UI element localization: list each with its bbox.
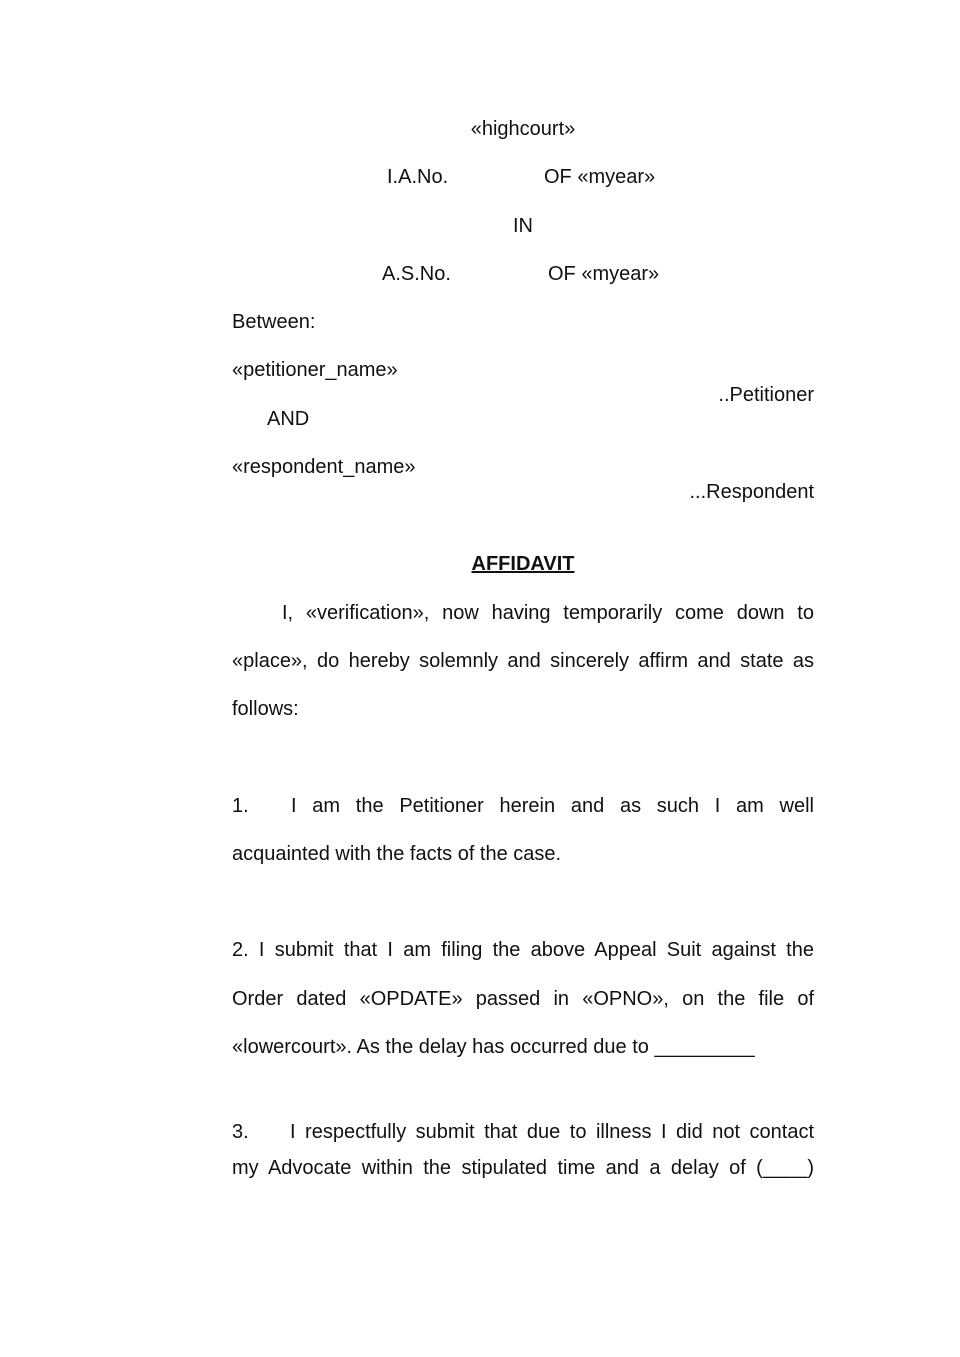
para1-line-1: I am the Petitioner herein and as such I am well: [291, 795, 814, 817]
court-name: «highcourt»: [470, 118, 576, 140]
intro-line-2: «place», do hereby solemnly and sincerely affirm and state as: [232, 650, 814, 672]
intro-line-1: I, «verification», now having temporarily come down to: [282, 602, 814, 624]
as-year-label: OF «myear»: [548, 263, 660, 285]
para3-number: 3.: [232, 1121, 249, 1143]
para2-line-2: Order dated «OPDATE» passed in «OPNO», on the file of: [232, 988, 814, 1010]
intro-line-3: follows:: [232, 698, 299, 720]
between-label: Between:: [232, 311, 316, 333]
petitioner-name: «petitioner_name»: [232, 359, 398, 381]
as-number-label: A.S.No.: [382, 263, 451, 285]
respondent-name: «respondent_name»: [232, 456, 416, 478]
ia-number-label: I.A.No.: [387, 166, 449, 188]
in-label: IN: [513, 215, 533, 237]
para1-number: 1.: [232, 795, 249, 817]
and-label: AND: [267, 408, 310, 430]
para2-line-1: 2. I submit that I am filing the above Appeal Suit against the: [232, 939, 814, 961]
petitioner-role: ..Petitioner: [718, 384, 814, 406]
respondent-role: ...Respondent: [689, 481, 814, 503]
para2-line-3: «lowercourt». As the delay has occurred due to _________: [232, 1036, 755, 1058]
para3-line-1: I respectfully submit that due to illness I did not contact: [290, 1121, 814, 1143]
ia-year-label: OF «myear»: [544, 166, 656, 188]
document-title: AFFIDAVIT: [471, 553, 575, 575]
para1-line-2: acquainted with the facts of the case.: [232, 843, 562, 865]
para3-line-2: my Advocate within the stipulated time and a delay of (____): [232, 1157, 814, 1179]
